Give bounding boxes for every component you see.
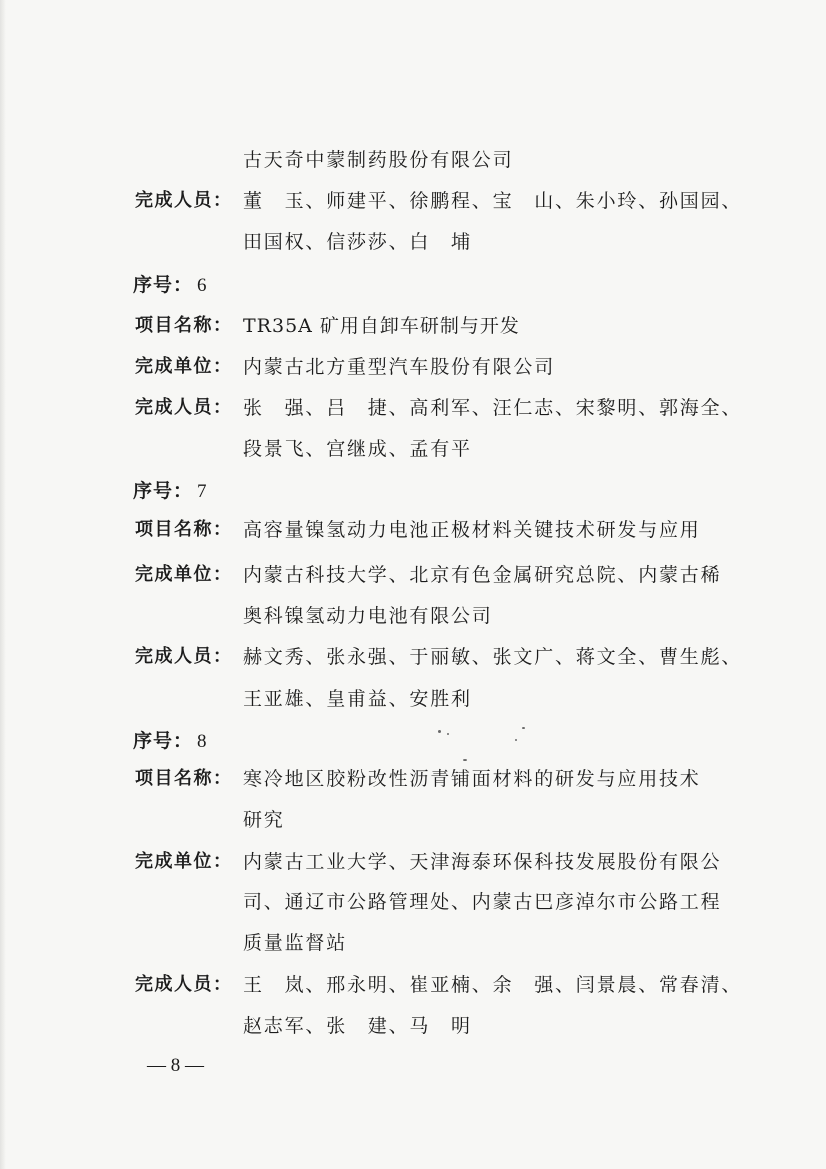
unit-value: 内蒙古科技大学、北京有色金属研究总院、内蒙古稀 <box>243 564 722 586</box>
members-value: 董 玉、师建平、徐鹏程、宝 山、朱小玲、孙国园、 <box>243 190 743 212</box>
members-continuation: 段景飞、宫继成、孟有平 <box>243 438 472 460</box>
sequence-heading <box>133 273 207 298</box>
sequence-label: 序号： <box>133 730 194 752</box>
sequence-number: 8 <box>197 731 207 752</box>
project-name-label: 项目名称： <box>135 768 233 789</box>
members-label: 完成人员： <box>135 397 233 418</box>
project-name-label: 项目名称： <box>135 519 233 540</box>
sequence-number: 6 <box>197 275 207 296</box>
project-name-continuation: 研究 <box>243 809 285 831</box>
members-value: 赫文秀、张永强、于丽敏、张文广、蒋文全、曹生彪、 <box>243 646 743 668</box>
members-value: 王 岚、邢永明、崔亚楠、余 强、闫景晨、常春清、 <box>243 974 743 996</box>
scan-edge <box>0 0 6 1169</box>
members-label: 完成人员： <box>135 190 233 211</box>
project-name-value: 寒冷地区胶粉改性沥青铺面材料的研发与应用技术 <box>243 768 701 790</box>
unit-value: 内蒙古北方重型汽车股份有限公司 <box>243 356 556 378</box>
project-name-value: 高容量镍氢动力电池正极材料关键技术研发与应用 <box>243 519 701 541</box>
sequence-heading <box>133 479 207 504</box>
members-continuation: 王亚雄、皇甫益、安胜利 <box>243 688 472 710</box>
unit-continuation: 奥科镍氢动力电池有限公司 <box>243 605 493 627</box>
unit-label: 完成单位： <box>135 564 233 585</box>
unit-continuation-line: 古天奇中蒙制药股份有限公司 <box>243 149 514 171</box>
scan-speck <box>438 730 441 733</box>
scan-speck <box>463 759 467 761</box>
sequence-heading <box>133 729 207 754</box>
sequence-number: 7 <box>197 481 207 502</box>
members-label: 完成人员： <box>135 646 233 667</box>
page-number: — 8 — <box>147 1055 204 1076</box>
scan-speck <box>522 727 525 729</box>
unit-label: 完成单位： <box>135 356 233 377</box>
members-continuation: 田国权、信莎莎、白 埔 <box>243 231 472 253</box>
sequence-label: 序号： <box>133 274 194 296</box>
members-label: 完成人员： <box>135 974 233 995</box>
unit-value: 内蒙古工业大学、天津海泰环保科技发展股份有限公 <box>243 851 722 873</box>
unit-continuation: 质量监督站 <box>243 932 348 954</box>
members-value: 张 强、吕 捷、高利军、汪仁志、宋黎明、郭海全、 <box>243 397 743 419</box>
scan-speck <box>447 733 449 735</box>
unit-label: 完成单位： <box>135 851 233 872</box>
unit-continuation: 司、通辽市公路管理处、内蒙古巴彦淖尔市公路工程 <box>243 891 722 913</box>
scan-speck <box>515 739 517 741</box>
project-name-value: TR35A 矿用自卸车研制与开发 <box>243 315 520 337</box>
project-name-label: 项目名称： <box>135 315 233 336</box>
sequence-label: 序号： <box>133 480 194 502</box>
members-continuation: 赵志军、张 建、马 明 <box>243 1015 472 1037</box>
